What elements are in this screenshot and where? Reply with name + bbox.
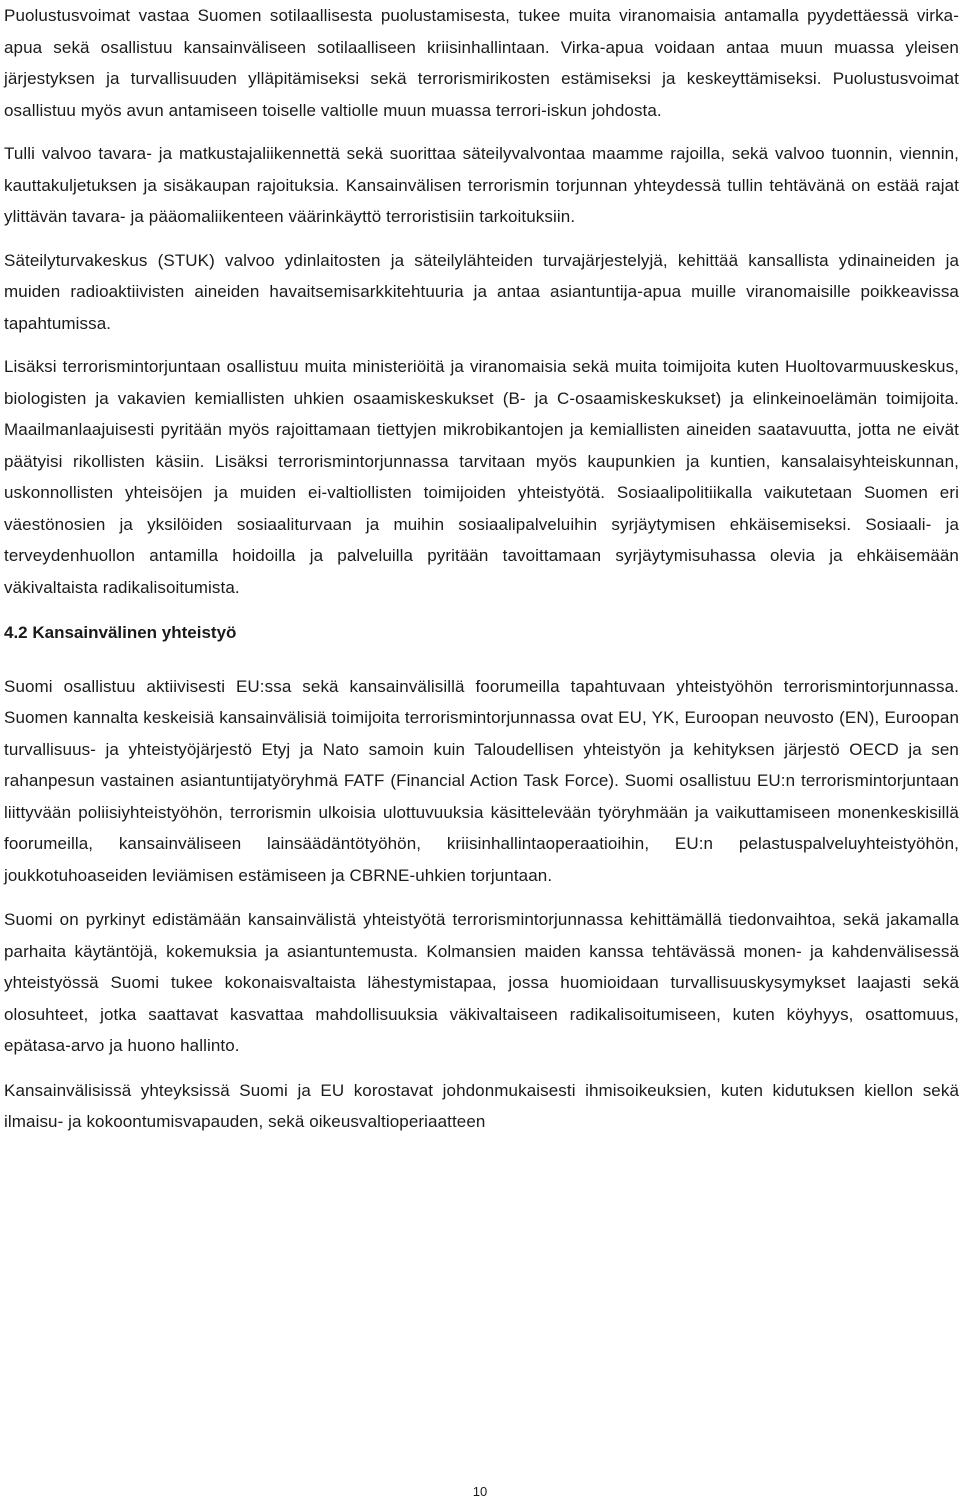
paragraph-international-cooperation: Suomi on pyrkinyt edistämään kansainvälistä yhteistyötä terrorismintorjunnassa kehittämällä tiedonvaihtoa, sekä jakamalla parhaita käytäntöjä, kokemuksia ja asiantuntemusta. Kolmansien maiden kanssa tehtävässä monen- ja kahdenvälisessä yhteistyössä Suomi tukee kokonaisvaltaista lähestymistapaa, jossa huomioidaan turvallisuuskysymykset laajasti sekä olosuhteet, jotka saattavat kasvattaa mahdollisuuksia väkivaltaiseen radikalisoitumiseen, kuten köyhyys, osattomuus, epätasa-arvo ja huono hallinto. bbox=[4, 910, 959, 1055]
paragraph-eu-cooperation: Suomi osallistuu aktiivisesti EU:ssa sekä kansainvälisillä foorumeilla tapahtuvaan yhteistyöhön terrorismintorjunnassa. Suomen kannalta keskeisiä kansainvälisiä toimijoita terrorismintorjunnassa ovat EU, YK, Euroopan neuvosto (EN), Euroopan turvallisuus- ja yhteistyöjärjestö Etyj ja Nato samoin kuin Taloudellisen yhteistyön ja kehityksen järjestö OECD ja sen rahanpesun vastainen asiantuntijatyöryhmä FATF (Financial Action Task Force). Suomi osallistuu EU:n terrorismintorjuntaan liittyvään poliisiyhteistyöhön, terrorismin ulkoisia ulottuvuuksia käsittelevään työryhmään ja vaikuttamiseen monenkeskisillä foorumeilla, kansainväliseen lainsäädäntötyöhön, kriisinhallintaoperaatioihin, EU:n pelastuspalveluyhteistyöhön, joukkotuhoaseiden leviämisen estämiseen ja CBRNE-uhkien torjuntaan. bbox=[4, 676, 959, 885]
paragraph-lisaksi: Lisäksi terrorismintorjuntaan osallistuu muita ministeriöitä ja viranomaisia sekä muita toimijoita kuten Huoltovarmuuskeskus, biologisten ja vakavien kemiallisten uhkien osaamiskeskukset (B- ja C-osaamiskeskukset) ja elinkeinoelämän toimijoita. Maailmanlaajuisesti pyritään myös rajoittamaan tiettyjen mikrobikantojen ja kemiallisten aineiden saatavuutta, jotta ne eivät päätyisi rikollisten käsiin. Lisäksi terrorismintorjunnassa tarvitaan myös kaupunkien ja kuntien, kansalaisyhteiskunnan, uskonnollisten yhteisöjen ja muiden ei-valtiollisten toimijoiden yhteistyötä. Sosiaalipolitiikalla vaikutetaan Suomen eri väestönosien ja yksilöiden sosiaaliturvaan ja muihin sosiaalipalveluihin syrjäytymisen ehkäisemiseksi. Sosiaali- ja terveydenhuollon antamilla hoidoilla ja palveluilla pyritään tavoittamaan syrjäytymisuhassa olevia ja ehkäisemään väkivaltaista radikalisoitumista. bbox=[4, 357, 959, 597]
paragraph-stuk: Säteilyturvakeskus (STUK) valvoo ydinlaitosten ja säteilylähteiden turvajärjestelyjä, kehittää kansallista ydinaineiden ja muiden radioaktiivisten aineiden havaitsemisarkkitehtuuria ja antaa asiantuntija-apua muille viranomaisille poikkeavissa tapahtumissa. bbox=[4, 250, 959, 333]
section-heading: 4.2 Kansainvälinen yhteistyö bbox=[4, 623, 237, 642]
paragraph-puolustusvoimat: Puolustusvoimat vastaa Suomen sotilaallisesta puolustamisesta, tukee muita viranomaisia antamalla pyydettäessä virka-apua sekä osallistuu kansainväliseen sotilaalliseen kriisinhallintaan. Virka-apua voidaan antaa muun muassa yleisen järjestyksen ja turvallisuuden ylläpitämiseksi sekä terrorismirikosten estämiseksi ja keskeyttämiseksi. Puolustusvoimat osallistuu myös avun antamiseen toiselle valtiolle muun muassa terrori-iskun johdosta. bbox=[4, 6, 959, 120]
document-body bbox=[4, 0, 959, 1138]
paragraph-tulli: Tulli valvoo tavara- ja matkustajaliikennettä sekä suorittaa säteilyvalvontaa maamme rajoilla, sekä valvoo tuonnin, viennin, kauttakuljetuksen ja sisäkaupan rajoituksia. Kansainvälisen terrorismin torjunnan yhteydessä tullin tehtävänä on estää rajat ylittävän tavara- ja pääomaliikenteen väärinkäyttö terroristisiin tarkoituksiin. bbox=[4, 144, 959, 226]
page-number: 10 bbox=[472, 1484, 488, 1499]
paragraph-human-rights: Kansainvälisissä yhteyksissä Suomi ja EU korostavat johdonmukaisesti ihmisoikeuksien, kuten kidutuksen kiellon sekä ilmaisu- ja kokoontumisvapauden, sekä oikeusvaltioperiaatteen bbox=[4, 1080, 959, 1131]
document-page bbox=[4, 0, 959, 1504]
